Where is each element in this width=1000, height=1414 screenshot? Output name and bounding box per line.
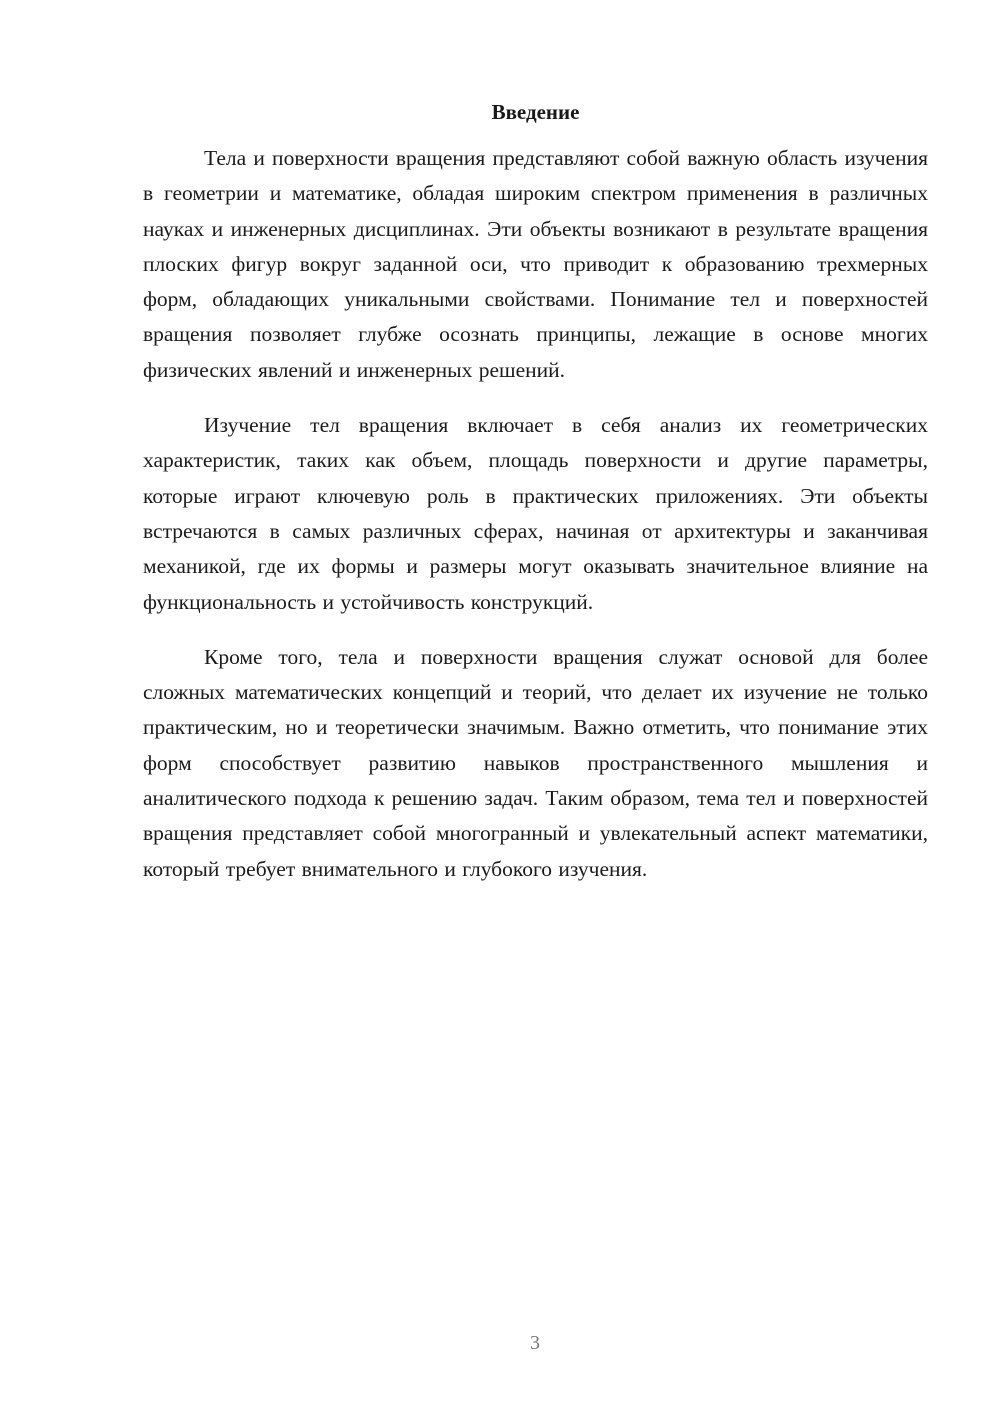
paragraph-2: Изучение тел вращения включает в себя анализ их геометрических характеристик, таких как объем, площадь поверхности и другие параметры, которые играют ключевую роль в практических приложениях. Эти объекты встречаются в самых различных сферах, начиная от архитектуры и заканчивая механикой, где их формы и размеры могут оказывать значительное влияние на функциональность и устойчивость конструкций.	[143, 413, 928, 614]
paragraph-3: Кроме того, тела и поверхности вращения служат основой для более сложных математических концепций и теорий, что делает их изучение не только практическим, но и теоретически значимым. Важно отметить, что понимание этих форм способствует развитию навыков пространственного мышления и аналитического подхода к решению задач. Таким образом, тема тел и поверхностей вращения представляет собой многогранный и увлекательный аспект математики, который требует внимательного и глубокого изучения.	[143, 644, 928, 881]
section-heading: Введение	[491, 100, 580, 124]
paragraph-1: Тела и поверхности вращения представляют собой важную область изучения в геометрии и математике, обладая широким спектром применения в различных науках и инженерных дисциплинах. Эти объекты возникают в результате вращения плоских фигур вокруг заданной оси, что приводит к образованию трехмерных форм, обладающих уникальными свойствами. Понимание тел и поверхностей вращения позволяет глубже осознать принципы, лежащие в основе многих физических явлений и инженерных решений.	[143, 146, 928, 382]
page-number: 3	[530, 1332, 540, 1354]
body-text	[143, 141, 928, 907]
